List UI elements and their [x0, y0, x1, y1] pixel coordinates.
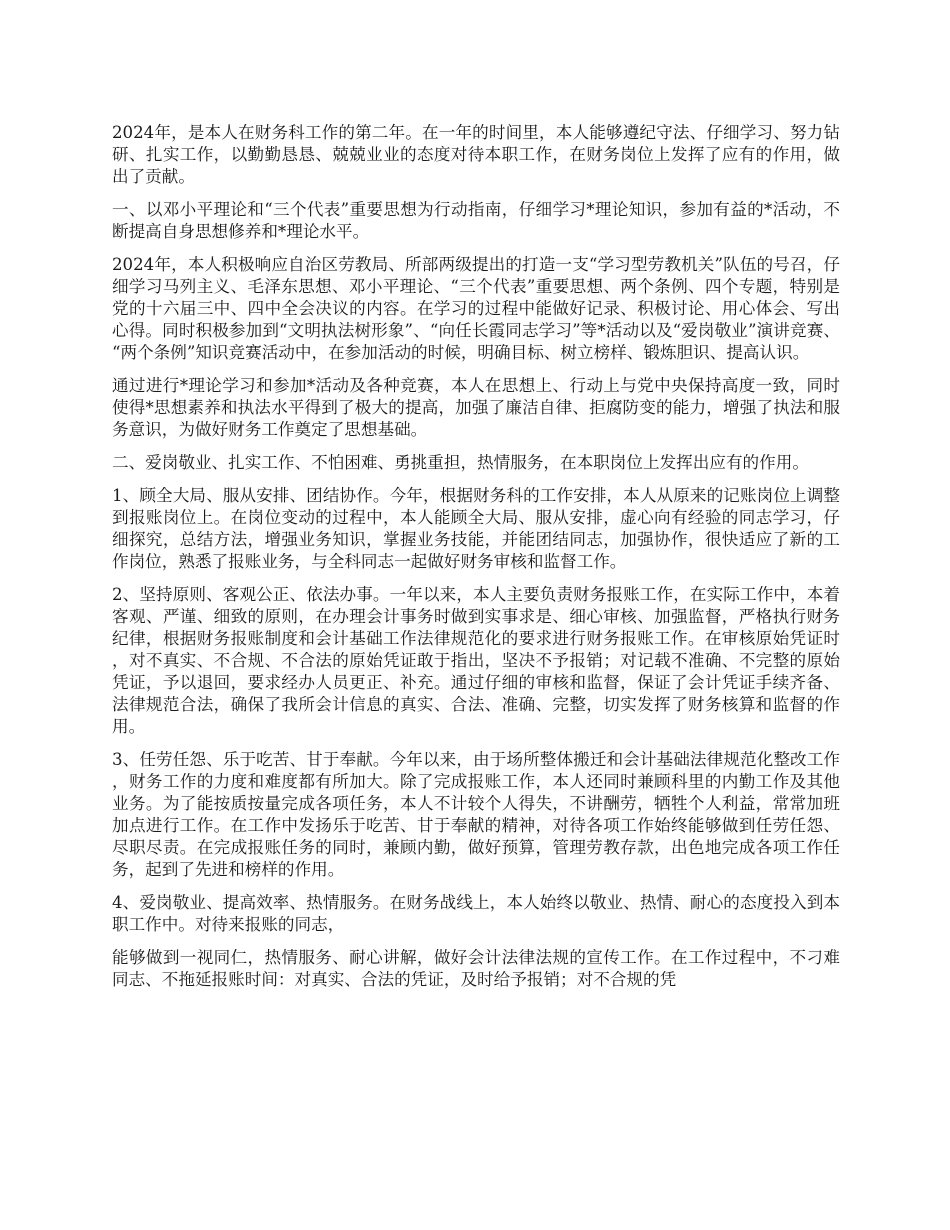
paragraph-continuation: 能够做到一视同仁，热情服务、耐心讲解，做好会计法律法规的宣传工作。在工作过程中，不刁难同志、不拖延报账时间：对真实、合法的凭证，及时给予报销；对不合规的凭: [112, 948, 840, 989]
paragraph-intro: 2024年，是本人在财务科工作的第二年。在一年的时间里，本人能够遵纪守法、仔细学习、努力钻研、扎实工作，以勤勤恳恳、兢兢业业的态度对待本职工作，在财务岗位上发挥了应有的作用，做出了贡献。: [112, 123, 840, 186]
document-body: [112, 122, 840, 1002]
paragraph-section-2-heading: 二、爱岗敬业、扎实工作、不怕困难、勇挑重担，热情服务，在本职岗位上发挥出应有的作用。: [112, 453, 809, 472]
paragraph-study-result: 通过进行*理论学习和参加*活动及各种竞赛，本人在思想上、行动上与党中央保持高度一致，同时使得*思想素养和执法水平得到了极大的提高，加强了廉洁自律、拒腐防变的能力，增强了执法和服务意识，为做好财务工作奠定了思想基础。: [112, 376, 840, 439]
paragraph-item-1: 1、顾全大局、服从安排、团结协作。今年，根据财务科的工作安排，本人从原来的记账岗位上调整到报账岗位上。在岗位变动的过程中，本人能顾全大局、服从安排，虚心向有经验的同志学习，仔细探究，总结方法，增强业务知识，掌握业务技能，并能团结同志，加强协作，很快适应了新的工作岗位，熟悉了报账业务，与全科同志一起做好财务审核和监督工作。: [112, 486, 840, 571]
paragraph-item-4: 4、爱岗敬业、提高效率、热情服务。在财务战线上，本人始终以敬业、热情、耐心的态度投入到本职工作中。对待来报账的同志，: [112, 893, 840, 934]
paragraph-study: 2024年，本人积极响应自治区劳教局、所部两级提出的打造一支“学习型劳教机关”队伍的号召，仔细学习马列主义、毛泽东思想、邓小平理论、“三个代表”重要思想、两个条例、四个专题，特别是党的十六届三中、四中全会决议的内容。在学习的过程中能做好记录、积极讨论、用心体会、写出心得。同时积极参加到“文明执法树形象”、“向任长霞同志学习”等*活动以及“爱岗敬业”演讲竞赛、“两个条例”知识竞赛活动中，在参加活动的时候，明确目标、树立榜样、锻炼胆识、提高认识。: [112, 255, 840, 362]
paragraph-section-1-heading: 一、以邓小平理论和“三个代表”重要思想为行动指南，仔细学习*理论知识，参加有益的*活动，不断提高自身思想修养和*理论水平。: [112, 200, 840, 241]
paragraph-item-3: 3、任劳任怨、乐于吃苦、甘于奉献。今年以来，由于场所整体搬迁和会计基础法律规范化整改工作，财务工作的力度和难度都有所加大。除了完成报账工作，本人还同时兼顾科里的内勤工作及其他业务。为了能按质按量完成各项任务，本人不计较个人得失，不讲酬劳，牺牲个人利益，常常加班加点进行工作。在工作中发扬乐于吃苦、甘于奉献的精神，对待各项工作始终能够做到任劳任怨、尽职尽责。在完成报账任务的同时，兼顾内勤，做好预算，管理劳教存款，出色地完成各项工作任务，起到了先进和榜样的作用。: [112, 750, 840, 879]
paragraph-item-2: 2、坚持原则、客观公正、依法办事。一年以来，本人主要负责财务报账工作，在实际工作中，本着客观、严谨、细致的原则，在办理会计事务时做到实事求是、细心审核、加强监督，严格执行财务纪律，根据财务报账制度和会计基础工作法律规范化的要求进行财务报账工作。在审核原始凭证时，对不真实、不合规、不合法的原始凭证敢于指出，坚决不予报销；对记载不准确、不完整的原始凭证，予以退回，要求经办人员更正、补充。通过仔细的审核和监督，保证了会计凭证手续齐备、法律规范合法，确保了我所会计信息的真实、合法、准确、完整，切实发挥了财务核算和监督的作用。: [112, 585, 840, 736]
